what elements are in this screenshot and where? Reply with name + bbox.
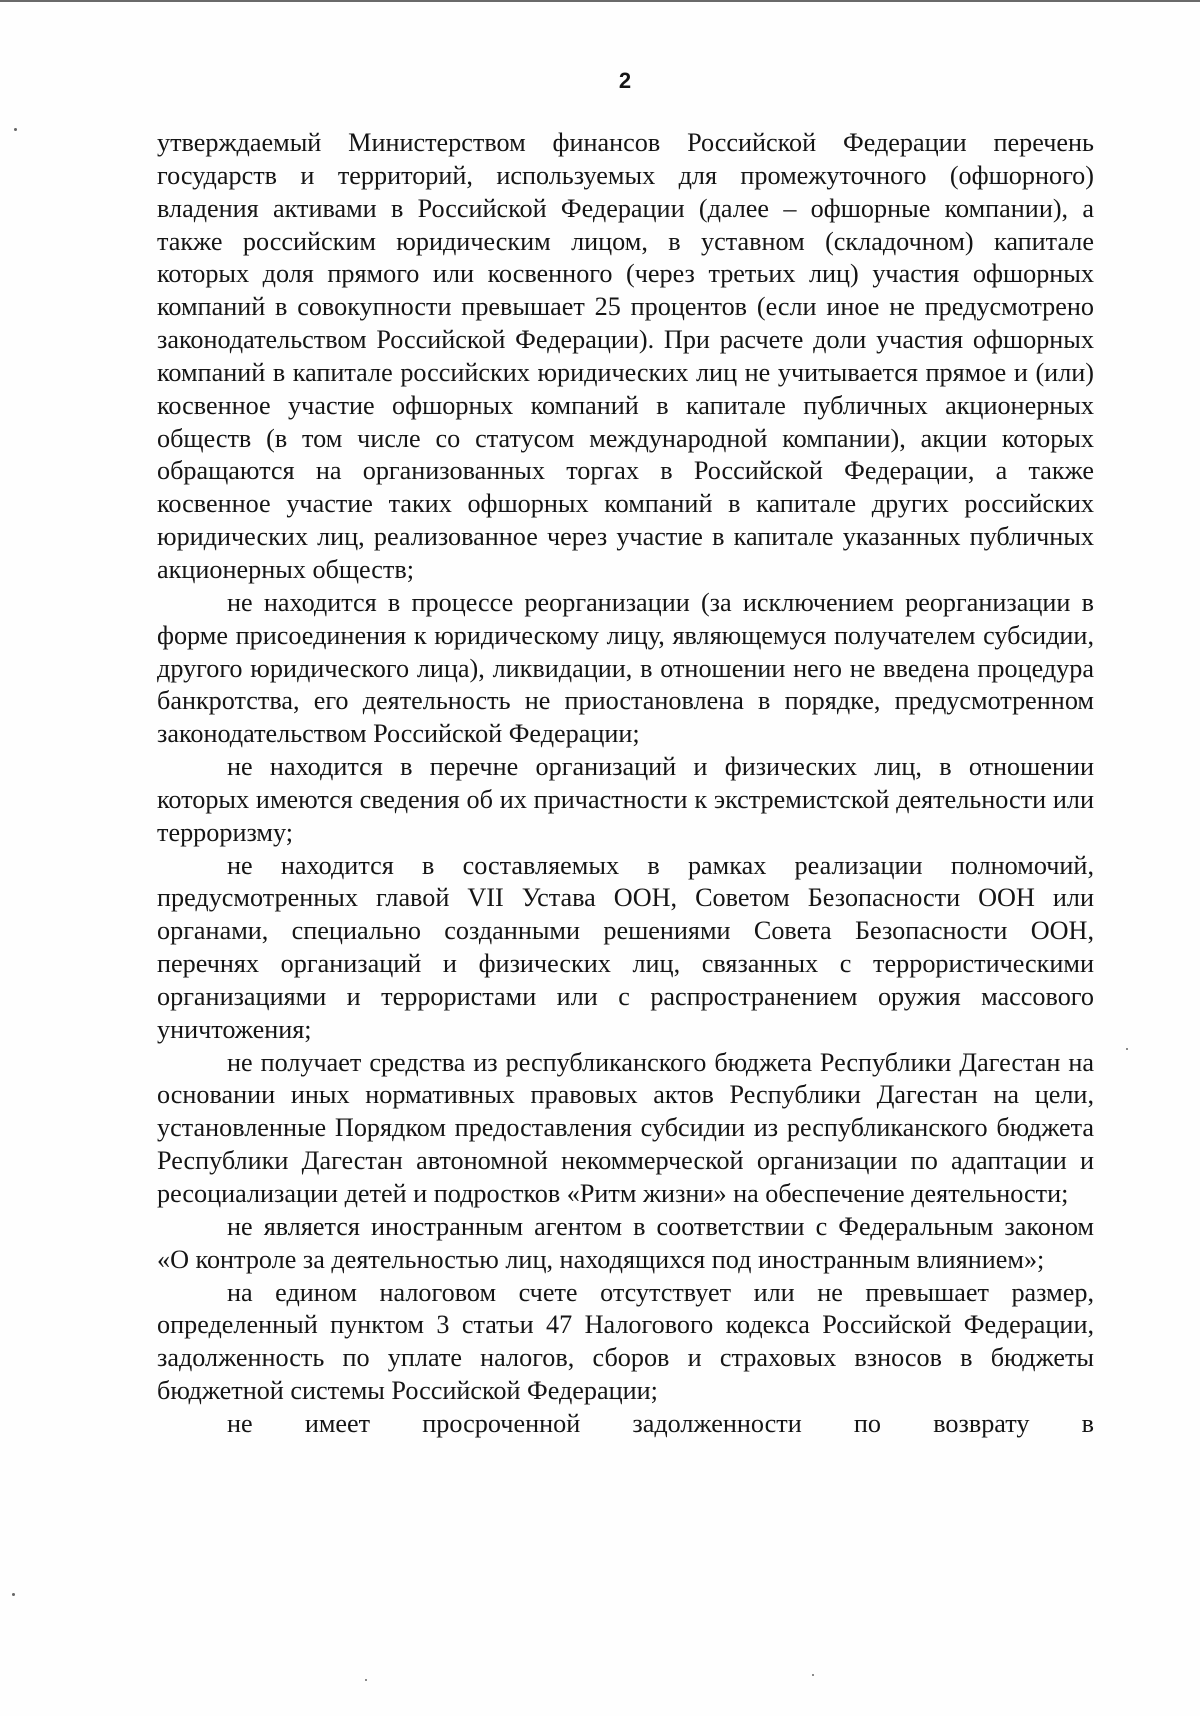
paragraph-reorganization: не находится в процессе реорганизации (за исключением реорганизации в форме присоединения к юридическому лицу, являющемуся получателем субсидии, другого юридического лица), ликвидации, в отношении него не введена процедура банкротства, его деятельность не приостановлена в порядке, предусмотренном законодательством Российской Федерации; xyxy=(157,587,1094,749)
paragraph-extremism-list: не находится в перечне организаций и физических лиц, в отношении которых имеются сведения об их причастности к экстремистской деятельности или терроризму; xyxy=(157,752,1094,847)
scan-speck xyxy=(14,128,17,131)
scan-speck xyxy=(365,1679,367,1681)
paragraph-overdue-debt: не имеет просроченной задолженности по возврату в xyxy=(227,1408,1094,1438)
page-number: 2 xyxy=(618,68,632,93)
scan-speck xyxy=(1126,1048,1128,1050)
scan-speck xyxy=(12,1593,15,1596)
paragraph-republican-budget: не получает средства из республиканского бюджета Республики Дагестан на основании иных нормативных правовых актов Республики Дагестан на цели, установленные Порядком предоставления субсидии из республиканского бюджета Республики Дагестан автономной некоммерческой организации по адаптации и ресоциализации детей и подростков «Ритм жизни» на обеспечение деятельности; xyxy=(157,1047,1094,1208)
paragraph-foreign-agent: не является иностранным агентом в соответствии с Федеральным законом «О контроле за деятельностью лиц, находящихся под иностранным влиянием»; xyxy=(157,1211,1094,1274)
paragraph-offshore-companies: утверждаемый Министерством финансов Российской Федерации перечень государств и территорий, используемых для промежуточного (офшорного) владения активами в Российской Федерации (далее – офшорные компании), а также российским юридическим лицом, в уставном (складочном) капитале которых доля прямого или косвенного (через третьих лиц) участия офшорных компаний в совокупности превышает 25 процентов (если иное не предусмотрено законодательством Российской Федерации). При расчете доли участия офшорных компаний в капитале российских юридических лиц не учитывается прямое и (или) косвенное участие офшорных компаний в капитале публичных акционерных обществ (в том числе со статусом международной компании), акции которых обращаются на организованных торгах в Российской Федерации, а также косвенное участие таких офшорных компаний в капитале других российских юридических лиц, реализованное через участие в капитале указанных публичных акционерных обществ; xyxy=(157,128,1094,584)
scan-speck xyxy=(812,1674,814,1676)
paragraph-un-security-council: не находится в составляемых в рамках реализации полномочий, предусмотренных главой VII Устава ООН, Советом Безопасности ООН или органами, специально созданными решениями Совета Безопасности ООН, перечнях организаций и физических лиц, связанных с террористическими организациями и террористами или с распространением оружия массового уничтожения; xyxy=(157,850,1094,1044)
scan-top-edge xyxy=(0,0,1200,2)
paragraph-tax-account: на едином налоговом счете отсутствует или не превышает размер, определенный пунктом 3 статьи 47 Налогового кодекса Российской Федерации, задолженность по уплате налогов, сборов и страховых взносов в бюджеты бюджетной системы Российской Федерации; xyxy=(157,1277,1094,1406)
document-body xyxy=(157,127,1094,1441)
